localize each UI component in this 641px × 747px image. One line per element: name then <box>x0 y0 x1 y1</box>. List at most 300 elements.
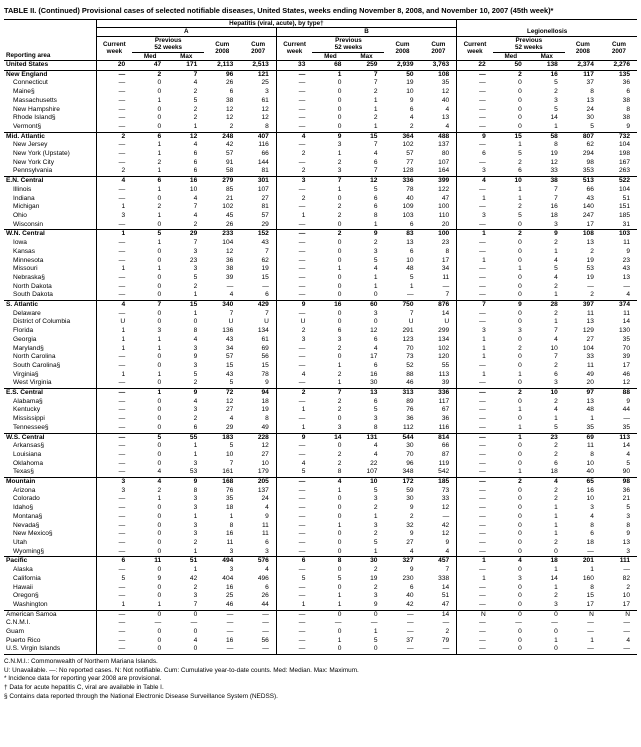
value-cell: 130 <box>618 327 630 335</box>
value-cell: 0 <box>518 353 522 361</box>
value-cell: 10 <box>550 344 558 352</box>
value-cell: 48 <box>406 265 414 273</box>
value-cell: 8 <box>626 105 630 113</box>
value-cell: 496 <box>257 574 269 582</box>
value-cell: 100 <box>438 230 450 238</box>
value-cell: 301 <box>257 177 269 185</box>
value-cell: 3 <box>457 212 493 221</box>
value-cell: 4 <box>409 547 414 555</box>
value-cell: — <box>457 265 493 274</box>
value-cell: 40 <box>406 194 414 202</box>
reporting-area-cell: Alabama§ <box>13 397 43 405</box>
value-cell: — <box>457 628 493 637</box>
value-cell: 2 <box>276 327 312 336</box>
value-cell: U <box>444 318 450 326</box>
reporting-area-cell: S. Atlantic <box>6 301 38 309</box>
value-cell: 11 <box>623 239 630 247</box>
value-cell: 0 <box>337 566 342 574</box>
hepatitis-span-header: Hepatitis (viral, acute), by type† <box>96 20 457 28</box>
value-cell: 16 <box>370 370 378 378</box>
value-cell: 89 <box>406 397 414 405</box>
value-cell: 7 <box>554 327 558 335</box>
value-cell: 3 <box>373 247 378 255</box>
value-cell: — <box>96 186 132 195</box>
value-cell: 263 <box>618 167 630 175</box>
value-cell: — <box>96 548 132 557</box>
value-cell: 10 <box>406 88 414 96</box>
value-cell: — <box>276 141 312 150</box>
value-cell: 1 <box>409 282 414 290</box>
value-cell: — <box>276 539 312 548</box>
value-cell: 404 <box>222 574 234 582</box>
value-cell: 1 <box>457 557 493 566</box>
value-cell: 3 <box>373 309 378 317</box>
value-cell: 542 <box>438 468 450 476</box>
value-cell: 13 <box>586 239 594 247</box>
reporting-area-cell: West Virginia <box>13 379 52 387</box>
value-cell: 25 <box>225 592 234 600</box>
value-cell: 0 <box>157 459 162 467</box>
value-cell: 9 <box>626 530 630 538</box>
reporting-area-cell: Montana§ <box>13 512 43 520</box>
reporting-area-cell: Tennessee§ <box>13 423 49 431</box>
value-cell: 102 <box>222 203 234 211</box>
value-cell: — <box>587 282 594 290</box>
value-cell: 1 <box>590 636 594 644</box>
value-cell: 750 <box>402 301 414 309</box>
value-cell: 2 <box>157 158 162 166</box>
table-row <box>4 406 637 415</box>
value-cell: 1 <box>373 512 378 520</box>
value-cell: 0 <box>337 415 342 423</box>
value-cell: — <box>96 468 132 477</box>
value-cell: 2 <box>554 239 558 247</box>
value-cell: 1 <box>373 220 378 228</box>
table-row <box>4 221 637 230</box>
value-cell: 32 <box>406 521 414 529</box>
value-cell: 6 <box>193 158 198 166</box>
value-cell: 23 <box>189 256 198 264</box>
value-cell: 2 <box>193 88 198 96</box>
value-cell: 5 <box>373 486 378 494</box>
value-cell: — <box>226 610 234 618</box>
value-cell: 22 <box>370 459 378 467</box>
value-cell: 79 <box>441 636 450 644</box>
value-cell: 11 <box>261 530 269 538</box>
value-cell: 1 <box>157 265 162 273</box>
value-cell: — <box>276 123 312 132</box>
value-cell: 36 <box>441 415 450 423</box>
value-cell: 3 <box>457 327 493 336</box>
col-cum-2008-b: Cum 2008 <box>395 41 410 56</box>
value-cell: — <box>276 548 312 557</box>
value-cell: 23 <box>441 239 450 247</box>
value-cell: 7 <box>337 177 342 185</box>
value-cell: — <box>406 645 414 653</box>
value-cell: 26 <box>261 592 269 600</box>
reporting-area-cell: Michigan <box>13 203 40 211</box>
value-cell: 6 <box>229 88 234 96</box>
value-cell: 3 <box>193 530 198 538</box>
footnote-nedss: § Contains data reported through the National Electronic Disease Surveillance System (NEDSS). <box>4 692 278 700</box>
value-cell: 11 <box>442 273 450 281</box>
value-cell: 2 <box>518 70 522 78</box>
value-cell: 2,513 <box>252 61 269 69</box>
value-cell: 0 <box>157 291 162 299</box>
value-cell: 18 <box>586 539 594 546</box>
value-cell: — <box>96 106 132 115</box>
value-cell: 0 <box>337 282 342 290</box>
value-cell: — <box>457 186 493 195</box>
value-cell: 1 <box>373 105 378 113</box>
value-cell: — <box>276 637 312 646</box>
value-cell: 13 <box>441 114 450 122</box>
table-row <box>4 336 637 345</box>
value-cell: 2 <box>193 220 198 228</box>
value-cell: — <box>96 283 132 292</box>
value-cell: 1 <box>157 389 162 397</box>
value-cell: — <box>96 530 132 539</box>
value-cell: 0 <box>157 547 162 555</box>
value-cell: 24 <box>586 105 594 113</box>
value-cell: 4 <box>590 512 594 520</box>
value-cell: 44 <box>261 600 269 608</box>
value-cell: 37 <box>586 79 594 87</box>
value-cell: 1 <box>337 486 342 494</box>
col-cum-2007-a: Cum 2007 <box>251 41 266 56</box>
value-cell: — <box>457 141 493 150</box>
value-cell: — <box>96 610 132 619</box>
value-cell: 3 <box>554 600 558 608</box>
value-cell: 2 <box>409 122 414 130</box>
value-cell: 10 <box>261 459 269 467</box>
value-cell: 0 <box>518 539 522 546</box>
reporting-area-cell: Minnesota <box>13 256 44 264</box>
value-cell: 15 <box>261 273 269 281</box>
value-cell: 13 <box>622 539 630 546</box>
value-cell: — <box>457 362 493 371</box>
value-cell: 4 <box>193 636 198 644</box>
value-cell: 57 <box>225 150 234 158</box>
value-cell: 2 <box>337 459 342 467</box>
value-cell: 15 <box>189 301 198 309</box>
value-cell: 83 <box>406 230 414 238</box>
value-cell: 113 <box>438 370 450 378</box>
value-cell: 2 <box>518 158 522 166</box>
value-cell: 27 <box>225 406 234 414</box>
table-row <box>4 132 637 141</box>
col-cum-2008-a: Cum 2008 <box>215 41 230 56</box>
col-previous-52-weeks-b: Previous 52 weeks <box>312 36 384 52</box>
value-cell: 0 <box>337 495 342 503</box>
value-cell: 5 <box>96 575 132 584</box>
value-cell: — <box>457 248 493 257</box>
reporting-area-cell: Ohio <box>13 211 27 219</box>
value-cell: 7 <box>409 309 414 317</box>
value-cell: 18 <box>225 504 234 512</box>
value-cell: 70 <box>406 450 414 458</box>
value-cell: 43 <box>261 239 269 247</box>
value-cell: 66 <box>441 442 450 450</box>
reporting-area-cell: Indiana <box>13 194 35 202</box>
value-cell: — <box>96 566 132 575</box>
value-cell: — <box>623 619 630 627</box>
value-cell: 76 <box>225 486 234 494</box>
value-cell: 40 <box>406 592 414 600</box>
reporting-area-cell: Maryland§ <box>13 344 44 352</box>
value-cell: — <box>96 451 132 460</box>
value-cell: 4 <box>626 450 630 458</box>
value-cell: — <box>457 274 493 283</box>
value-cell: 6 <box>157 132 162 140</box>
value-cell: 103 <box>402 211 414 219</box>
value-cell: — <box>457 495 493 504</box>
value-cell: 2 <box>518 344 522 352</box>
table-row <box>4 186 637 195</box>
value-cell: 134 <box>257 327 269 335</box>
value-cell: 34 <box>441 265 450 273</box>
value-cell: 40 <box>586 468 594 476</box>
value-cell: 0 <box>518 442 522 450</box>
value-cell: — <box>96 248 132 257</box>
value-cell: 4 <box>409 114 414 122</box>
value-cell: 110 <box>438 211 450 219</box>
value-cell: 0 <box>518 583 522 591</box>
reporting-area-cell: Idaho§ <box>13 504 34 512</box>
col-max-b: Max <box>360 52 373 60</box>
value-cell: 22 <box>457 61 493 71</box>
value-cell: — <box>96 150 132 159</box>
value-cell: 6 <box>373 194 378 202</box>
value-cell: — <box>623 282 630 290</box>
value-cell: 2 <box>626 583 630 591</box>
value-cell: 11 <box>587 361 594 369</box>
value-cell: — <box>457 123 493 132</box>
value-cell: 46 <box>225 600 234 608</box>
value-cell: 0 <box>518 88 522 96</box>
value-cell: 1 <box>554 291 558 299</box>
value-cell: — <box>96 406 132 415</box>
value-cell: — <box>96 398 132 407</box>
value-cell: 0 <box>337 530 342 538</box>
value-cell: 7 <box>554 194 558 202</box>
value-cell: 1 <box>457 371 493 380</box>
value-cell: 1 <box>276 424 312 433</box>
value-cell: 0 <box>518 610 522 618</box>
value-cell: 171 <box>186 61 198 69</box>
value-cell: 34 <box>225 344 234 352</box>
group-b-header: B <box>276 28 456 36</box>
value-cell: — <box>457 389 493 398</box>
value-cell: 12 <box>225 397 234 405</box>
value-cell: 104 <box>618 185 630 193</box>
value-cell: 2 <box>518 230 522 238</box>
table-row <box>4 141 637 150</box>
value-cell: 33 <box>586 353 594 361</box>
value-cell: 0 <box>157 309 162 317</box>
value-cell: 38 <box>225 96 234 104</box>
value-cell: 14 <box>441 309 450 317</box>
reporting-area-cell: Kansas <box>13 247 35 255</box>
value-cell: 78 <box>261 370 269 378</box>
reporting-area-cell: W.N. Central <box>6 230 45 238</box>
value-cell: 2 <box>554 450 558 458</box>
value-cell: — <box>457 379 493 388</box>
table-title: TABLE II. (Continued) Provisional cases of selected notifiable diseases, United States, weeks ending November 8, 2008, and November 10, 2007 (45th week)* <box>4 6 554 15</box>
table-row <box>4 566 637 575</box>
value-cell: 1 <box>193 442 198 450</box>
table-row <box>4 239 637 248</box>
value-cell: 97 <box>586 389 594 397</box>
value-cell: 3 <box>373 521 378 529</box>
reporting-area-cell: Mid. Atlantic <box>6 132 45 140</box>
value-cell: 1 <box>457 230 493 239</box>
value-cell: 247 <box>582 211 594 219</box>
value-cell: 9 <box>457 132 493 141</box>
value-cell: 1 <box>457 195 493 204</box>
value-cell: 2 <box>373 88 378 96</box>
value-cell: 4 <box>96 177 132 186</box>
value-cell: 3 <box>96 212 132 221</box>
value-cell: 3 <box>265 547 269 555</box>
value-cell: 112 <box>403 423 414 431</box>
value-cell: 53 <box>586 265 594 273</box>
value-cell: — <box>442 512 450 520</box>
reporting-area-cell: Arkansas§ <box>13 442 45 450</box>
table-row <box>4 442 637 451</box>
value-cell: — <box>96 424 132 433</box>
value-cell: — <box>226 645 234 653</box>
value-cell: 5 <box>157 433 162 441</box>
value-cell: 0 <box>518 220 522 228</box>
value-cell: — <box>154 619 162 627</box>
reporting-area-cell: Pacific <box>6 557 28 565</box>
value-cell: 1 <box>157 141 162 149</box>
value-cell: 10 <box>586 495 594 503</box>
value-cell: 1 <box>193 450 198 458</box>
value-cell: — <box>96 584 132 593</box>
reporting-area-cell: U.S. Virgin Islands <box>6 645 61 653</box>
value-cell: — <box>276 248 312 257</box>
footnote-legend: U: Unavailable. —: No reported cases. N: Not notifiable. Cum: Cumulative year-to-date counts. Med: Median. Max: Maximum. <box>4 666 359 674</box>
value-cell: — <box>457 79 493 88</box>
reporting-area-cell: New York City <box>13 158 55 166</box>
value-cell: 185 <box>438 478 450 486</box>
value-cell: 16 <box>550 203 558 211</box>
value-cell: 39 <box>441 379 450 387</box>
value-cell: 9 <box>265 379 269 387</box>
value-cell: 10 <box>370 478 378 486</box>
value-cell: 131 <box>366 433 378 441</box>
value-cell: — <box>442 645 450 653</box>
value-cell: — <box>457 318 493 327</box>
value-cell: — <box>276 230 312 239</box>
value-cell: 12 <box>550 158 558 166</box>
value-cell: 2 <box>554 495 558 503</box>
reporting-area-cell: Nebraska§ <box>13 273 45 281</box>
value-cell: 80 <box>441 150 450 158</box>
table-row <box>4 123 637 132</box>
value-cell: 0 <box>157 256 162 264</box>
value-cell: 85 <box>225 185 234 193</box>
value-cell: 1 <box>337 70 342 78</box>
value-cell: 1 <box>457 353 493 362</box>
value-cell: — <box>457 433 493 442</box>
value-cell: 27 <box>261 450 269 458</box>
value-cell: 0 <box>337 239 342 247</box>
value-cell: 6 <box>193 150 198 158</box>
value-cell: 29 <box>189 230 198 238</box>
value-cell: 24 <box>261 495 269 503</box>
value-cell: — <box>457 539 493 548</box>
value-cell: 8 <box>590 450 594 458</box>
value-cell: 1 <box>554 530 558 538</box>
value-cell: 2 <box>337 344 342 352</box>
value-cell: 1 <box>373 273 378 281</box>
value-cell: 4 <box>457 177 493 186</box>
value-cell: 7 <box>373 141 378 149</box>
value-cell: 6 <box>554 459 558 467</box>
value-cell: 66 <box>586 185 594 193</box>
value-cell: 4 <box>554 478 558 486</box>
value-cell: 98 <box>622 478 630 486</box>
value-cell: — <box>262 282 269 290</box>
reporting-area-cell: Guam <box>6 628 24 636</box>
value-cell: 14 <box>550 574 558 582</box>
table-row <box>4 301 637 310</box>
value-cell: — <box>515 619 522 627</box>
value-cell: 91 <box>225 158 234 166</box>
value-cell: 12 <box>441 88 450 96</box>
value-cell: 129 <box>582 327 594 335</box>
value-cell: 96 <box>225 70 234 78</box>
value-cell: 113 <box>619 433 630 441</box>
value-cell: 3 <box>96 478 132 487</box>
value-cell: 35 <box>441 79 450 87</box>
value-cell: 2 <box>554 442 558 450</box>
value-cell: 0 <box>373 291 378 299</box>
value-cell: — <box>276 415 312 424</box>
value-cell: 47 <box>441 600 450 608</box>
table-row <box>4 70 637 79</box>
value-cell: — <box>457 513 493 522</box>
value-cell: — <box>276 442 312 451</box>
value-cell: 7 <box>193 600 198 608</box>
value-cell: — <box>226 282 234 290</box>
value-cell: 1 <box>337 150 342 158</box>
value-cell: 0 <box>518 530 522 538</box>
table-row <box>4 159 637 168</box>
value-cell: 7 <box>265 309 269 317</box>
value-cell: 8 <box>337 557 342 565</box>
value-cell: 38 <box>622 114 630 122</box>
value-cell: 117 <box>438 397 450 405</box>
value-cell: 87 <box>441 450 450 458</box>
value-cell: — <box>262 628 269 636</box>
value-cell: 0 <box>157 610 162 618</box>
value-cell: 10 <box>514 177 522 185</box>
value-cell: 5 <box>373 539 378 546</box>
table-row <box>4 291 637 300</box>
value-cell: — <box>276 239 312 248</box>
value-cell: — <box>442 282 450 290</box>
value-cell: 2 <box>337 230 342 238</box>
value-cell: — <box>442 619 450 627</box>
value-cell: 81 <box>261 167 269 175</box>
footnotes <box>4 658 637 701</box>
value-cell: 3 <box>229 547 234 555</box>
value-cell: — <box>276 97 312 106</box>
